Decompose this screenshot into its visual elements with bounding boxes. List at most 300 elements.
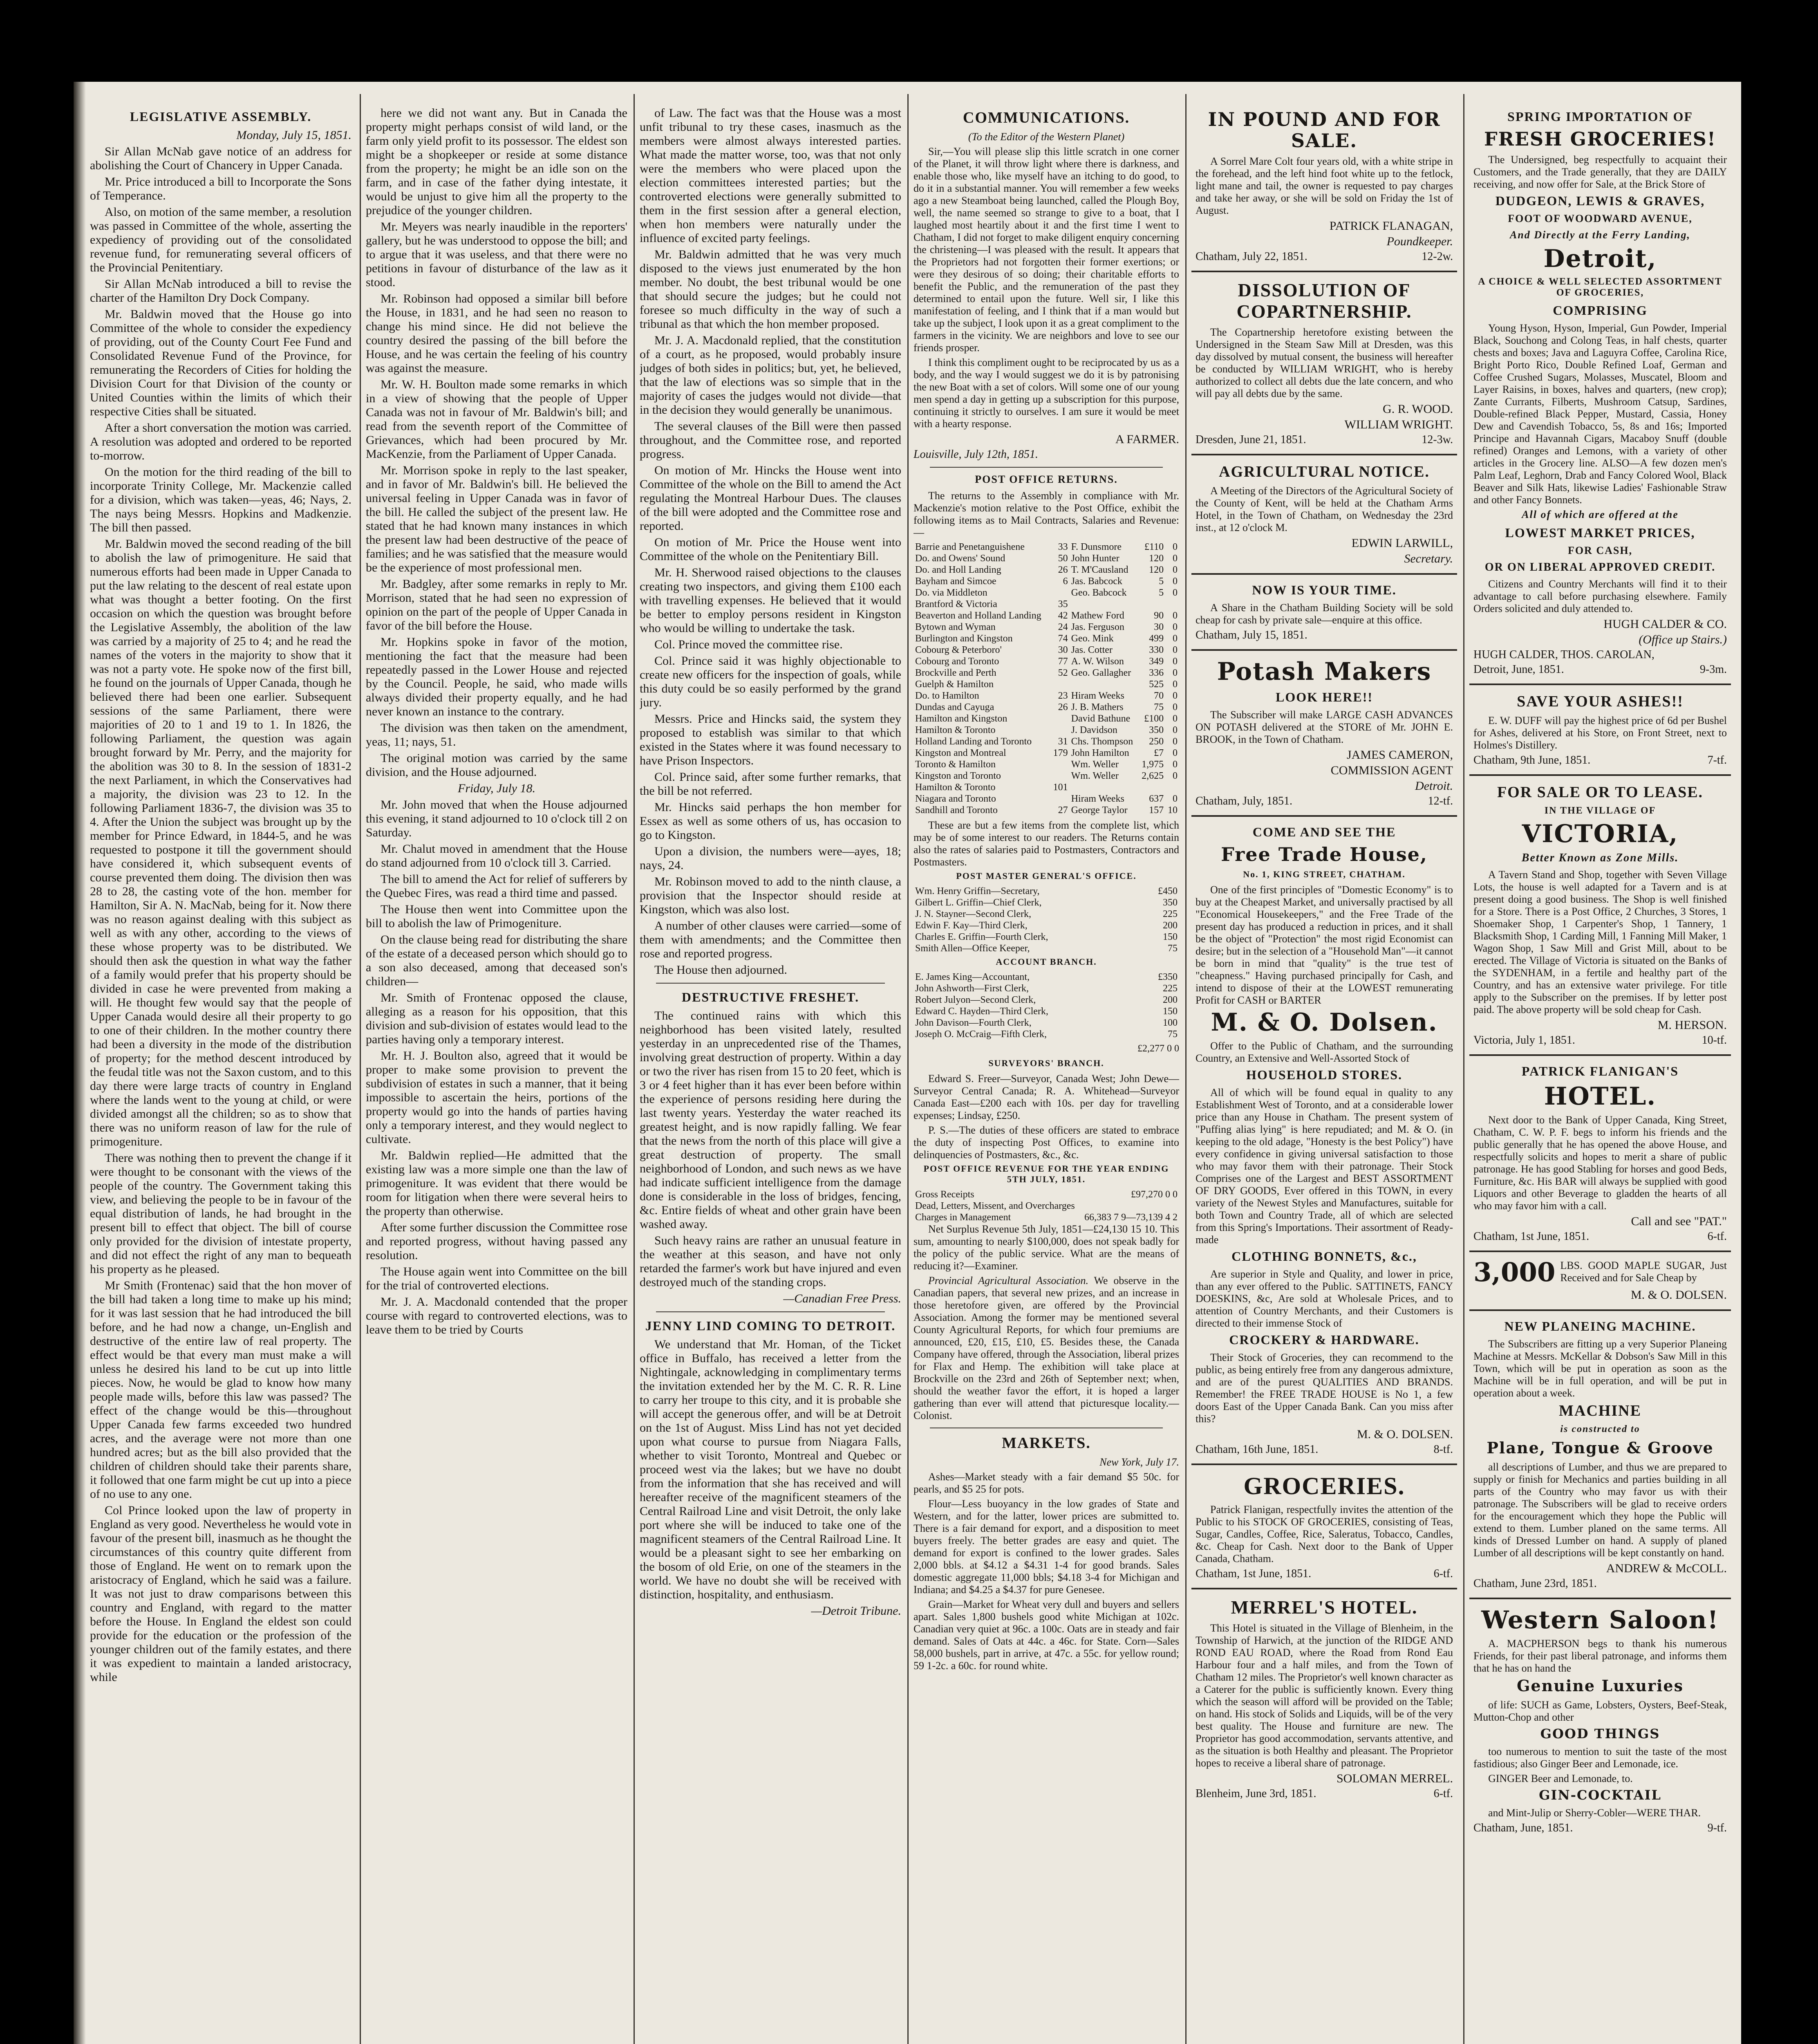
paragraph: A Tavern Stand and Shop, together with Seven Village Lots, the house is well adapted for a Tavern and is at present doing a good business. The Shop is well finished for a Store. There is a Post Office, 2 Churches, 3 Stores, 1 Shoemaker Shop, 1 Carpenter's Shop, 1 Tannery, 1 Blacksmith Shop, 1 Carding Mill, 1 Fanning Mill Maker, 1 Wagon Shop, 1 Saw Mill and Grist Mill, about to be erected. The Village of Victoria is situated on the Banks of the SYDENHAM, in a fertile and healthy part of the Country, and has an extensive water privilege. For title apply to the Subscriber on the premises. If by letter post paid. The above property will be sold cheap for Cash. <box>1473 869 1727 1015</box>
table-cell: 30 <box>1154 622 1164 632</box>
table-cell: John Davison—Fourth Clerk, <box>915 1018 1032 1028</box>
column-legislative <box>90 106 352 2044</box>
divider <box>1469 1309 1731 1311</box>
divider <box>656 983 885 984</box>
table-cell: 75 <box>1168 1029 1178 1040</box>
signature: WILLIAM WRIGHT. <box>1344 418 1453 431</box>
subheading: (To the Editor of the Western Planet) <box>968 131 1125 143</box>
table-row <box>913 983 1179 994</box>
paragraph: Mr. Price introduced a bill to Incorporate the Sons of Temperance. <box>90 175 352 202</box>
firm-address: FOOT OF WOODWARD AVENUE, <box>1508 213 1693 224</box>
table-cell: £110 <box>1144 542 1164 552</box>
column-rule <box>907 94 909 2044</box>
table-cell: Edwin F. Kay—Third Clerk, <box>915 920 1028 931</box>
table-cell <box>1050 713 1070 724</box>
paragraph: Ashes—Market steady with a fair demand $5 50c. for pearls, and $5 25 for pots. <box>913 1471 1179 1495</box>
dateline <box>1473 1230 1727 1243</box>
paragraph: Young Hyson, Hyson, Imperial, Gun Powder, Imperial Black, Souchong and Colong Teas, in half chests, quarter chests and boxes; Java and Laguyra Coffee, Carolina Rice, Bright Porto Rico, Double Refined Loaf, German and Coffee Crushed Sugars, Molasses, Muscatel, Bloom and Layer Raisins, in boxes, halves and quarters, (new crop); Zante Currants, Filberts, Mushroom Catsup, Sardines, Double-refined Black Pepper, Mustard, Cassia, Honey Dew and Cavendish Tobacco, 5s, 8s and 16s; Imported Principe and Havannah Cigars, Macaboy Snuff (double refined) Oranges and Lemons, with a variety of other articles in the Grocery line. ALSO—A few dozen men's Palm Leaf, Leghorn, Drab and Fancy Colored Wool, Black Beaver and Silk Hats, likewise Ladies' Fashionable Straw and other Fancy Bonnets. <box>1473 322 1727 506</box>
divider <box>1191 1464 1457 1465</box>
ad-kicker: COME AND SEE THE <box>1252 825 1396 839</box>
paragraph: Their Stock of Groceries, they can recommend to the public, as being entirely free from any dangerous admixture, and are of the purest QUALITIES AND BRANDS. Remember! the FREE TRADE HOUSE is No 1, a few doors East of the Upper Canada Bank. Can you miss after this? <box>1196 1351 1453 1425</box>
account-table <box>913 971 1179 1040</box>
table-cell: 0 <box>1173 713 1178 724</box>
paragraph: LBS. GOOD MAPLE SUGAR, Just Received and for Sale Cheap by <box>1560 1260 1727 1284</box>
ad-subheading: CROCKERY & HARDWARE. <box>1229 1332 1419 1347</box>
ad-heading: DISSOLUTION OF COPARTNERSHIP. <box>1236 280 1412 322</box>
ad-subheading: IN THE VILLAGE OF <box>1544 805 1656 816</box>
table-cell <box>1050 724 1070 736</box>
table-cell: F. Dunsmore <box>1071 542 1122 552</box>
paragraph: too numerous to mention to suit the taste of the most fastidious; also Ginger Beer and Lemonade, ice. <box>1473 1746 1727 1770</box>
table-cell: 27 <box>1058 805 1068 816</box>
ad-heading: VICTORIA, <box>1522 820 1679 848</box>
ad-heading: NEW PLANEING MACHINE. <box>1504 1319 1696 1334</box>
paragraph: The bill to amend the Act for relief of sufferers by the Quebec Fires, was read a third time and passed. <box>366 872 627 900</box>
table-cell: 74 <box>1058 633 1068 644</box>
ad-dissolution <box>1191 280 1457 446</box>
table-cell: 150 <box>1163 1006 1178 1017</box>
paragraph: Mr. W. H. Boulton made some remarks in which in a view of showing that the people of Upper Canada was not in favour of Mr. Baldwin's bill; and read from the seventh report of the Committee of Grievances, which had been procured by Mr. MacKenzie, from the Parliament of Upper Canada. <box>366 378 627 461</box>
table-cell: 350 <box>1149 725 1164 735</box>
table-cell <box>1165 782 1179 793</box>
paragraph: One of the first principles of "Domestic Economy" is to buy at the Cheapest Market, and universally practised by all "Economical Housekeepers," and the Free Trade of the present day has produced a reduction in prices, and it shall be the object of "Protection" the most rigid Economist can desire; but in the selection of a "Household Man"—it cannot be born in mind that "quality" is the true test of "cheapness." Having purchased principally for Cash, and intend to dispose of their at the LOWEST remunerating Profit for CASH or BARTER <box>1196 884 1453 1006</box>
table-cell: 23 <box>1058 690 1068 701</box>
ad-kicker: SPRING IMPORTATION OF <box>1507 109 1693 124</box>
table-cell: Do. and Owens' Sound <box>915 553 1005 564</box>
paragraph: Such heavy rains are rather an unusual feature in the weather at this season, and have not only retarded the farmer's work but have injured and even destroyed much of the standing crops. <box>640 1234 901 1289</box>
signature: PATRICK FLANAGAN, <box>1329 219 1453 233</box>
table-row <box>913 736 1179 747</box>
code: 12-3w. <box>1422 433 1453 446</box>
table-row <box>913 679 1179 690</box>
table-cell: Wm. Weller <box>1071 771 1119 781</box>
table-cell: A. W. Wilson <box>1071 656 1124 667</box>
paragraph: A Meeting of the Directors of the Agricultural Society of the County of Kent, will be held at the Chatham Arms Hotel, in the Town of Chatham, on Wednesday the 23rd inst., at 12 o'clock M. <box>1196 485 1453 533</box>
paragraph: Next door to the Bank of Upper Canada, King Street, Chatham, C. W. P. F. begs to inform his friends and the public generally that he has opened the above House, and respectfully solicits and hopes to merit a share of public patronage. He has good Stabling for horses and good Beds, Furniture, &c. His BAR will always be supplied with good Liquors and other Beverage to gladden the hearts of all who may favor him with a call. <box>1473 1114 1727 1212</box>
dateline <box>1196 1787 1453 1800</box>
ad-subheading: Genuine Luxuries <box>1516 1676 1684 1695</box>
paragraph: Mr. Hincks said perhaps the hon member for Essex as well as some others of us, has occasion to go to Kingston. <box>640 800 901 842</box>
ad-groceries <box>1191 1472 1457 1580</box>
table-cell: Dead, Letters, Missent, and Overcharges <box>915 1201 1075 1211</box>
ad-subheading: CLOTHING BONNETS, &c., <box>1231 1249 1417 1264</box>
table-row <box>913 908 1179 920</box>
table-cell: 101 <box>1053 782 1068 793</box>
table-row <box>913 971 1179 983</box>
ad-subheading: MACHINE <box>1559 1402 1641 1419</box>
ad-subheading: Better Known as Zone Mills. <box>1521 852 1679 864</box>
table-row <box>913 587 1179 598</box>
paragraph: On the motion for the third reading of the bill to incorporate Trinity College, Mr. Mackenzie called for a division, which was taken—yeas, 46; Nays, 2. The nays being Messrs. Hopkins and Madkenzie. The bill then passed. <box>90 465 352 534</box>
ad-pound <box>1191 109 1457 263</box>
table-cell: Charles E. Griffin—Fourth Clerk, <box>915 932 1048 942</box>
ad-subheading: COMPRISING <box>1553 303 1648 318</box>
ad-subheading: HOUSEHOLD STORES. <box>1246 1067 1402 1082</box>
paragraph: On motion of Mr. Price the House went into Committee of the whole on the Penitentiary Bill. <box>640 536 901 563</box>
date: Victoria, July 1, 1851. <box>1473 1034 1575 1047</box>
table-cell: Joseph O. McCraig—Fifth Clerk, <box>915 1029 1047 1040</box>
sugar-quantity: 3,000 <box>1473 1257 1556 1288</box>
table-cell: Do. to Hamilton <box>915 690 979 701</box>
table-cell: 100 <box>1163 1018 1178 1028</box>
ad-subheading: GOOD THINGS <box>1540 1726 1660 1741</box>
table-row <box>913 1212 1179 1223</box>
dateline <box>1473 1034 1727 1047</box>
paragraph: Mr. Baldwin moved the second reading of the bill to abolish the law of primogeniture. He said that numerous efforts had been made in Upper Canada to put the law relating to the descent of real estate upon what was thought a better footing. On the first occasion on which the question was brought before the Legislative Assembly, the abolition of the law was carried by a majority of 25 to 4; and he read the names of the voters in the majority to show that it was not a party vote. He spoke now of the first bill, he found on the journals of Upper Canada, though he believed there had been one earlier. Subsequent sessions of the same Parliament, there were majorities of 20 to 1 and 19 to 1. In 1826, the following Parliament, the question was again brought forward by Mr. Perry, and the majority for the abolition was 30 to 8. In the session of 1831-2 the next Parliament, in which the Conservatives had a majority, the division was 23 to 12. In the following Parliament 1836-7, the division was 35 to 4. After the Union the subject was brought up by the member for Prince Edward, in 1844-5, and he was requested to postpone it till the government should have considered it, which subsequent events of course prevented them doing. The division then was 28 to 28, the casting vote of the hon. member for Hamilton, Sir A. N. MacNab, being for it. Now there was no reason against dealing with this subject as well as with any other, according to the views of these whose property was to be distributed. We should then ask the question in what way the father of a family would prefer that his property should be divided in case he were prevented from making a will. He thought few would say that the people of Upper Canada would desire all their property to go to one of their children. In the mother country there had been a diversity in the mode of the distribution of property; for the method descent introduced by the feudal title was not the Saxon custom, and to this day there were large tracts of country in England where the lands went to the young at child, or were divided amongst all the children; so as to show that there was no uniform reason of law for the rule of primogeniture. <box>90 537 352 1148</box>
table-cell: 150 <box>1163 932 1178 942</box>
table-row <box>913 644 1179 656</box>
ad-potash <box>1191 658 1457 808</box>
table-cell: J. N. Stayner—Second Clerk, <box>915 909 1031 919</box>
table-row <box>913 920 1179 931</box>
ad-maple-sugar <box>1469 1257 1731 1302</box>
paragraph: The division was then taken on the amendment, yeas, 11; nays, 51. <box>366 721 627 749</box>
paragraph: The Subscriber will make LARGE CASH ADVANCES ON POTASH delivered at the STORE of Mr. JOHN E. BROOK, in the Town of Chatham. <box>1196 709 1453 745</box>
page-edge-shadow <box>74 82 86 2044</box>
column-legislative-cont <box>366 106 627 2044</box>
table-cell: 77 <box>1058 656 1068 667</box>
table-cell: 6 <box>1063 576 1068 587</box>
paragraph: and Mint-Julip or Sherry-Cobler—WERE THAR. <box>1488 1807 1701 1819</box>
table-row <box>913 1189 1179 1200</box>
paragraph: A number of other clauses were carried—some of them with amendments; and the Committee then rose and reported progress. <box>640 919 901 960</box>
table-cell <box>1050 759 1070 770</box>
table-cell: 10 <box>1168 805 1178 816</box>
table-cell: 0 <box>1173 736 1178 747</box>
ad-heading: HOTEL. <box>1544 1082 1657 1111</box>
table-cell: Gross Receipts <box>915 1189 974 1200</box>
paragraph: The House then adjourned. <box>654 963 787 977</box>
table-cell: Geo. Mink <box>1071 633 1114 644</box>
divider <box>1469 1598 1731 1599</box>
table-cell <box>1070 782 1139 793</box>
paragraph: GINGER Beer and Lemonade, to. <box>1488 1773 1633 1784</box>
table-cell: 0 <box>1173 576 1178 587</box>
table-row <box>913 805 1179 816</box>
paragraph: Mr. Robinson moved to add to the ninth clause, a provision that the Inspector should reside at Kingston, which was also lost. <box>640 875 901 916</box>
table-row <box>913 931 1179 943</box>
table-cell: 0 <box>1173 622 1178 632</box>
ad-planing-machine <box>1469 1318 1731 1590</box>
column-rule <box>1463 94 1464 2044</box>
paragraph: Upon a division, the numbers were—ayes, 18; nays, 24. <box>640 845 901 872</box>
table-cell: 35 <box>1058 599 1068 610</box>
table-cell: David Bathune <box>1071 713 1131 724</box>
table-cell: 349 <box>1149 656 1164 667</box>
ad-heading: Potash Makers <box>1217 657 1432 686</box>
ad-subheading: LOOK HERE!! <box>1275 690 1373 704</box>
dateline <box>1196 250 1453 263</box>
table-cell: Bytown and Wyman <box>915 622 996 632</box>
ad-heading: GROCERIES. <box>1243 1472 1405 1499</box>
signature: EDWIN LARWILL, <box>1351 536 1453 550</box>
paragraph: Offer to the Public of Chatham, and the surrounding Country, an Extensive and Well-Assorted Stock of <box>1196 1040 1453 1064</box>
table-cell: 499 <box>1149 633 1164 644</box>
paragraph: Messrs. Price and Hincks said, the system they proposed to establish was similar to that which existed in the States where it was found necessary to have Prison Inspectors. <box>640 712 901 767</box>
signature: JAMES CAMERON, <box>1346 748 1453 762</box>
paragraph: The several clauses of the Bill were then passed throughout, and the Committee rose, and reported progress. <box>640 419 901 461</box>
column-communications <box>913 106 1179 2044</box>
paragraph: The original motion was carried by the same division, and the House adjourned. <box>366 751 627 779</box>
ad-heading: Western Saloon! <box>1481 1606 1719 1634</box>
table-cell: Brockville and Perth <box>915 668 996 678</box>
table-row <box>913 1017 1179 1029</box>
signature-role: Secretary. <box>1404 552 1453 565</box>
paragraph: Mr. Badgley, after some remarks in reply to Mr. Morrison, stated that he had seen no expression of opinion on the part of the people of Upper Canada in favor of the bill before the House. <box>366 577 627 632</box>
table-cell <box>1050 793 1070 805</box>
table-cell: 637 <box>1149 793 1164 804</box>
code: 6-tf. <box>1433 1787 1453 1800</box>
table-cell: £450 <box>1158 886 1178 896</box>
table-cell: £100 <box>1144 713 1164 724</box>
table-cell: 75 <box>1154 702 1164 713</box>
paragraph: The Subscribers are fitting up a very Superior Planeing Machine at Messrs. McKellar & Dobson's Saw Mill in this Town, which will be put in operation as soon as the Machine will be in full operation, and will be put in operation about a week. <box>1473 1338 1727 1399</box>
table-cell: Kingston and Montreal <box>915 748 1006 758</box>
date: Chatham, 1st June, 1851. <box>1473 1230 1590 1243</box>
date: Chatham, June, 1851. <box>1473 1822 1573 1834</box>
column-rule <box>634 94 635 2044</box>
table-row <box>913 793 1179 805</box>
signature-names: HUGH CALDER, THOS. CAROLAN, <box>1473 648 1655 661</box>
table-cell: 330 <box>1149 645 1164 655</box>
paragraph: Col Prince looked upon the law of property in England as very good. Nevertheless he would vote in favour of the present bill, inasmuch as he thought the circumstances of this country quite different from those of England. He went on to remark upon the aristocracy of England, which he said was a failure. It was not just to draw comparisons between this country and England, with regard to the matter before the House. In England the eldest son could provide for the education or the profession of the younger children out of the family estates, and there it was expedient to maintain a landed aristocracy, while <box>90 1504 352 1684</box>
ad-heading: IN POUND AND FOR SALE. <box>1208 108 1441 152</box>
source-credit: —Canadian Free Press. <box>783 1292 901 1305</box>
ad-heading: Detroit, <box>1543 244 1657 273</box>
table-cell: 350 <box>1163 897 1178 908</box>
column-rule <box>360 94 361 2044</box>
table-row <box>913 943 1179 954</box>
paragraph: Mr. Smith of Frontenac opposed the clause, alleging as a reason for his opposition, that this division and sub-division of estates would lead to the parties having only a temporary interest. <box>366 991 627 1046</box>
table-row <box>913 994 1179 1006</box>
table-cell: Toronto & Hamilton <box>915 759 996 770</box>
paragraph: Mr. Morrison spoke in reply to the last speaker, and in favor of Mr. Baldwin's bill. He believed the universal feeling in Upper Canada was in favor of the bill. He called the subject of the present law. He stated that he had known many instances in which the present law had been destructive of the peace of families; and he was satisfied that the measure would be the experience of most professional men. <box>366 464 627 574</box>
table-cell: 0 <box>1173 793 1178 804</box>
paragraph: Citizens and Country Merchants will find it to their advantage to call before purchasing elsewhere. Family Orders solicited and duly attended to. <box>1473 578 1727 614</box>
paragraph: All of which will be found equal in quality to any Establishment West of Toronto, and at a considerable lower price than any House in Chatham. The present system of "Puffing alias lying" is here repudiated; and M. & O. (in keeping to the old adage, "Honesty is the best Policy") have every confidence in giving universal satisfaction to those who may favor them with their patronage. Their Stock Comprises one of the Largest and BEST ASSORTMENT OF DRY GOODS, Ever offered in this TOWN, in every variety of the Newest Styles and Manufactures, suitable for both Town and Country Trade, all of which are selected from this Spring's Importations. Their assortment of Ready-made <box>1196 1087 1453 1246</box>
code: 9-tf. <box>1707 1822 1727 1834</box>
table-cell: 90 <box>1154 610 1164 621</box>
paragraph: E. W. DUFF will pay the highest price of 6d per Bushel for Ashes, delivered at his Store, on Front Street, next to Holmes's Distillery. <box>1473 715 1727 751</box>
table-row <box>913 897 1179 908</box>
paragraph: Grain—Market for Wheat very dull and buyers and sellers apart. Sales 1,800 bushels good white Michigan at 102c. Canadian very quiet at 96c. a 100c. Oats are in steady and fair demand. Sales of Oats at 44c. a 46c. for State. Corn—Sales 58,000 bushels, part in arrive, at 47c. a 55c. for yellow round; 59 1-2c. a 60c. for round white. <box>913 1598 1179 1672</box>
table-cell: Hamilton & Toronto <box>915 782 996 793</box>
table-cell: Holland Landing and Toronto <box>915 736 1032 747</box>
table-row <box>913 782 1179 793</box>
table-cell: 0 <box>1173 542 1178 552</box>
table-cell: Jas. Ferguson <box>1071 622 1124 632</box>
paragraph: The Copartnership heretofore existing between the Undersigned in the Steam Saw Mill at Dresden, was this day dissolved by mutual consent, the business will hereafter be conducted by WILLIAM WRIGHT, who is hereby authorized to collect all debts due the late concern, and who will pay all debts due by the same. <box>1196 326 1453 399</box>
ad-victoria <box>1469 783 1731 1047</box>
divider <box>656 1311 885 1312</box>
table-cell: 0 <box>1173 679 1178 690</box>
ad-heading: M. & O. Dolsen. <box>1211 1008 1438 1037</box>
signature: HUGH CALDER & CO. <box>1603 617 1727 631</box>
column-advertisements <box>1191 106 1457 2044</box>
signature: G. R. WOOD. <box>1383 402 1453 416</box>
table-cell: 0 <box>1173 656 1178 667</box>
signature: A FARMER. <box>1115 433 1179 446</box>
table-cell: Guelph & Hamilton <box>915 679 994 690</box>
table-cell: Hiram Weeks <box>1071 793 1124 804</box>
ad-free-trade-house <box>1191 824 1457 1456</box>
table-row <box>913 713 1179 724</box>
paragraph: Flour—Less buoyancy in the low grades of State and Western, and for the latter, lower prices are submitted to. There is a fair demand for export, and a disposition to meet buyers freely. The better grades are easy and quiet. The demand for export is confined to the lower grades. Sales 2,000 bbls. at $4.12 a $4.31 1-4 for good brands. Sales domestic aggregate 11,000 bbls; $4.18 3-4 for Michigan and Indiana; and $4.25 a $4.37 for pure Genesee. <box>913 1498 1179 1596</box>
dateline <box>1196 1443 1453 1456</box>
ad-subheading: GIN-COCKTAIL <box>1539 1787 1661 1803</box>
ad-line: OR ON LIBERAL APPROVED CREDIT. <box>1484 561 1716 574</box>
divider <box>1469 774 1731 776</box>
ad-subheading: LOWEST MARKET PRICES, <box>1505 525 1695 540</box>
table-cell: 31 <box>1058 736 1068 747</box>
table-cell: 70 <box>1154 690 1164 701</box>
table-cell: Brantford & Victoria <box>915 599 997 610</box>
article-heading: DESTRUCTIVE FRESHET. <box>681 990 860 1004</box>
table-cell: 120 <box>1149 553 1164 564</box>
table-cell: Niagara and Toronto <box>915 793 996 804</box>
table-cell: Wm. Henry Griffin—Secretary, <box>915 886 1040 896</box>
date: Detroit, June, 1851. <box>1473 663 1564 676</box>
paragraph: Mr Smith (Frontenac) said that the hon mover of the bill had taken a long time to make up his mind; for it was last session that he had introduced the bill before, and he had now a change, un-English and destructive of the entire law of real property. The effect would be that every man must make a will unless he desired his land to be cut up into little pieces. Now, he would be glad to know how many people made wills, before this law was passed? The effect of the change would be this—throughout Upper Canada few farms exceeded two hundred acres, and the average were not more than one hundred acres; but as the bill also provided that the children of children should take their parents share, it followed that one farm might be cut up into a piece of no use to any one. <box>90 1279 352 1501</box>
paragraph: Mr. John moved that when the House adjourned this evening, it stand adjourned to 10 o'clock till 2 on Saturday. <box>366 798 627 839</box>
subheading: ACCOUNT BRANCH. <box>996 957 1097 967</box>
table-cell: 225 <box>1163 909 1178 919</box>
table-cell: Bayham and Simcoe <box>915 576 996 587</box>
dateline: New York, July 17. <box>1099 1456 1179 1468</box>
paragraph: of Law. The fact was that the House was a most unfit tribunal to try these cases, inasmuch as the members were almost always interested parties. What made the matter worse, too, was that not only were the members who were placed upon the election committees interested parties; but the controverted elections were generally submitted to them in the first session after a general election, when hon members were naturally under the influence of excited party feelings. <box>640 106 901 245</box>
code: 6-tf. <box>1433 1567 1453 1580</box>
table-row <box>913 1006 1179 1017</box>
paragraph: Edward S. Freer—Surveyor, Canada West; John Dewe—Surveyor Central Canada; R. A. Whitehead—Surveyor Canada East—£200 each with 10s. per day for travelling expenses; Lindsay, £250. <box>913 1073 1179 1121</box>
dateline: Louisville, July 12th, 1851. <box>913 448 1038 461</box>
article-heading: JENNY LIND COMING TO DETROIT. <box>645 1318 896 1333</box>
table-cell <box>1165 598 1179 610</box>
table-cell: Jas. Babcock <box>1071 576 1122 587</box>
table-cell: 0 <box>1173 610 1178 621</box>
table-cell: 0 <box>1173 565 1178 575</box>
firm-address: And Directly at the Ferry Landing, <box>1509 229 1691 241</box>
table-cell: 0 <box>1173 771 1178 781</box>
table-cell: 66,383 7 9—73,139 4 2 <box>1084 1212 1178 1223</box>
table-cell: Barrie and Penetanguishene <box>915 542 1025 552</box>
table-cell: 525 <box>1149 679 1164 690</box>
table-cell: Hamilton and Kingston <box>915 713 1008 724</box>
code: 8-tf. <box>1433 1443 1453 1456</box>
table-cell: Smith Allen—Office Keeper, <box>915 943 1030 954</box>
table-cell: £7 <box>1154 748 1164 758</box>
newspaper-page <box>74 82 1741 2044</box>
column-legislative-freshet <box>640 106 901 2044</box>
table-row <box>913 667 1179 679</box>
ad-call: Call and see "PAT." <box>1631 1215 1727 1228</box>
table-cell: Gilbert L. Griffin—Chief Clerk, <box>915 897 1042 908</box>
article-heading: POST OFFICE RETURNS. <box>975 473 1118 485</box>
table-cell: 52 <box>1058 668 1068 678</box>
table-cell: 75 <box>1168 943 1178 954</box>
table-cell: 24 <box>1058 622 1068 632</box>
table-cell: 0 <box>1173 645 1178 655</box>
table-cell: £350 <box>1158 972 1178 982</box>
table-cell: 26 <box>1058 565 1068 575</box>
signature-role: COMMISSION AGENT <box>1330 764 1453 777</box>
subheading: SURVEYORS' BRANCH. <box>988 1058 1104 1068</box>
paragraph: We understand that Mr. Homan, of the Ticket office in Buffalo, has received a letter from the Nightingale, acknowledging in complimentary terms the invitation extended her by the M. C. R. R. Line to carry her troupe to this city, and it is probable she will accept the generous offer, and will be at Detroit on the 1st of August. Miss Lind has not yet decided upon what course to pursue from Niagara Falls, whether to visit Toronto, Montreal and Quebec or proceed west via the lakes; but we have no doubt from the information that she has received and will hereafter receive of the magnificent steamers of the Central Railroad Line and visit Detroit, the only lake port where she will be induced to take one of the magnificent steamers of the Central Railroad Line. It would be a pleasant sight to see her embarking on the bosom of old Erie, on one of the steamers in the world. We have no doubt she will be received with distinction, hospitality, and enthusiasm. <box>640 1338 901 1601</box>
divider <box>1469 1054 1731 1056</box>
table-cell: 26 <box>1058 702 1068 713</box>
code: 12-2w. <box>1422 250 1453 263</box>
section-heading: MARKETS. <box>1002 1434 1091 1452</box>
ad-heading: FRESH GROCERIES! <box>1484 128 1717 150</box>
code: 9-3m. <box>1699 663 1727 676</box>
inline-heading: Provincial Agricultural Association. <box>928 1275 1089 1286</box>
paragraph: Mr. Chalut moved in amendment that the House do stand adjourned from 10 o'clock till 3. Carried. <box>366 842 627 870</box>
paragraph: These are but a few items from the complete list, which may be of some interest to our readers. The Returns contain also the rates of salaries paid to Postmasters, Contractors and Postmasters. <box>913 819 1179 868</box>
table-cell: 0 <box>1173 553 1178 564</box>
code: 12-tf. <box>1428 795 1453 807</box>
divider <box>1191 815 1457 817</box>
date: Dresden, June 21, 1851. <box>1196 433 1306 446</box>
signature-note: (Office up Stairs.) <box>1639 633 1727 646</box>
date: Chatham, 16th June, 1851. <box>1196 1443 1319 1456</box>
paragraph: Mr. Baldwin moved that the House go into Committee of the whole to consider the expediency of providing, out of the County Court Fee Fund and Consolidated Revenue Fund of the Province, for remunerating the Recorders of Cities for holding the Division Court for that Division of the county or United Counties within the limits of which their respective Cities shall be situated. <box>90 307 352 418</box>
table-cell <box>1138 782 1165 793</box>
table-cell <box>1070 679 1139 690</box>
table-cell: 200 <box>1163 995 1178 1005</box>
paragraph: Mr. Hopkins spoke in favor of the motion, mentioning the fact that the measure had been repeatedly passed in the Lower House and rejected by the Council. People, he said, who made wills always divided their property equally, and he had never known an instance to the contrary. <box>366 635 627 718</box>
table-cell: John Hamilton <box>1071 748 1129 758</box>
table-cell: 2,625 <box>1142 771 1164 781</box>
section-heading: COMMUNICATIONS. <box>963 109 1130 126</box>
table-cell: 0 <box>1173 748 1178 758</box>
paragraph: Sir Allan McNab gave notice of an address for abolishing the Court of Chancery in Upper Canada. <box>90 145 352 172</box>
table-cell: Beaverton and Holland Landing <box>915 610 1041 621</box>
table-cell: Dundas and Cayuga <box>915 702 994 713</box>
date: Blenheim, June 3rd, 1851. <box>1196 1787 1316 1800</box>
paragraph: After some further discussion the Committee rose and reported progress, without having passed any resolution. <box>366 1221 627 1262</box>
date: Chatham, July, 1851. <box>1196 795 1292 807</box>
dateline: Chatham, July 15, 1851. <box>1196 629 1308 641</box>
paragraph: Mr. J. A. Macdonald contended that the proper course with regard to controverted elections, was to leave them to be tried by Courts <box>366 1295 627 1336</box>
paragraph: P. S.—The duties of these officers are stated to embrace the duty of inspecting Post Offices, to examine into delinquencies of Postmasters, &c., &c. <box>913 1124 1179 1161</box>
code: 6-tf. <box>1707 1230 1727 1243</box>
table-cell: £97,270 0 0 <box>1131 1189 1178 1200</box>
firm-name: DUDGEON, LEWIS & GRAVES, <box>1495 193 1705 208</box>
table-row <box>913 633 1179 644</box>
paragraph: of life: SUCH as Game, Lobsters, Oysters, Beef-Steak, Mutton-Chop and other <box>1473 1699 1727 1723</box>
revenue-table <box>913 1189 1179 1223</box>
paragraph <box>913 1275 1179 1422</box>
table-cell: T. M'Causland <box>1071 565 1128 575</box>
table-row <box>913 564 1179 576</box>
dateline: Chatham, June 23rd, 1851. <box>1473 1577 1597 1590</box>
table-cell: 179 <box>1053 748 1068 758</box>
table-cell <box>1080 1200 1179 1212</box>
table-cell: 200 <box>1163 920 1178 931</box>
ad-heading: FOR SALE OR TO LEASE. <box>1497 784 1704 801</box>
table-cell: 0 <box>1173 690 1178 701</box>
ad-now <box>1191 582 1457 642</box>
table-cell: 0 <box>1173 668 1178 678</box>
ad-address: No. 1, KING STREET, CHATHAM. <box>1243 869 1406 879</box>
table-row <box>913 724 1179 736</box>
table-cell: 225 <box>1163 983 1178 994</box>
paragraph: Also, on motion of the same member, a resolution was passed in Committee of the whole, asserting the expediency of providing out of the consolidated revenue fund, for remunerating several officers of the Provincial Penitentiary. <box>90 205 352 274</box>
signature-role: Poundkeeper. <box>1386 235 1453 248</box>
subheading: POST MASTER GENERAL'S OFFICE. <box>956 871 1137 881</box>
paragraph: There was nothing then to prevent the change if it were thought to be consonant with the views of the people of the country. The Government taking this view, and believing the people to be in favour of the equal distribution of lands, he had brought in the present bill to effect that object. The bill of course only provided for the division of intestate property, and did not effect the right of any man to bequeath his property as he pleased. <box>90 1151 352 1276</box>
paragraph: The House then went into Committee upon the bill to abolish the law of Primogeniture. <box>366 903 627 930</box>
signature-city: Detroit. <box>1415 779 1453 793</box>
